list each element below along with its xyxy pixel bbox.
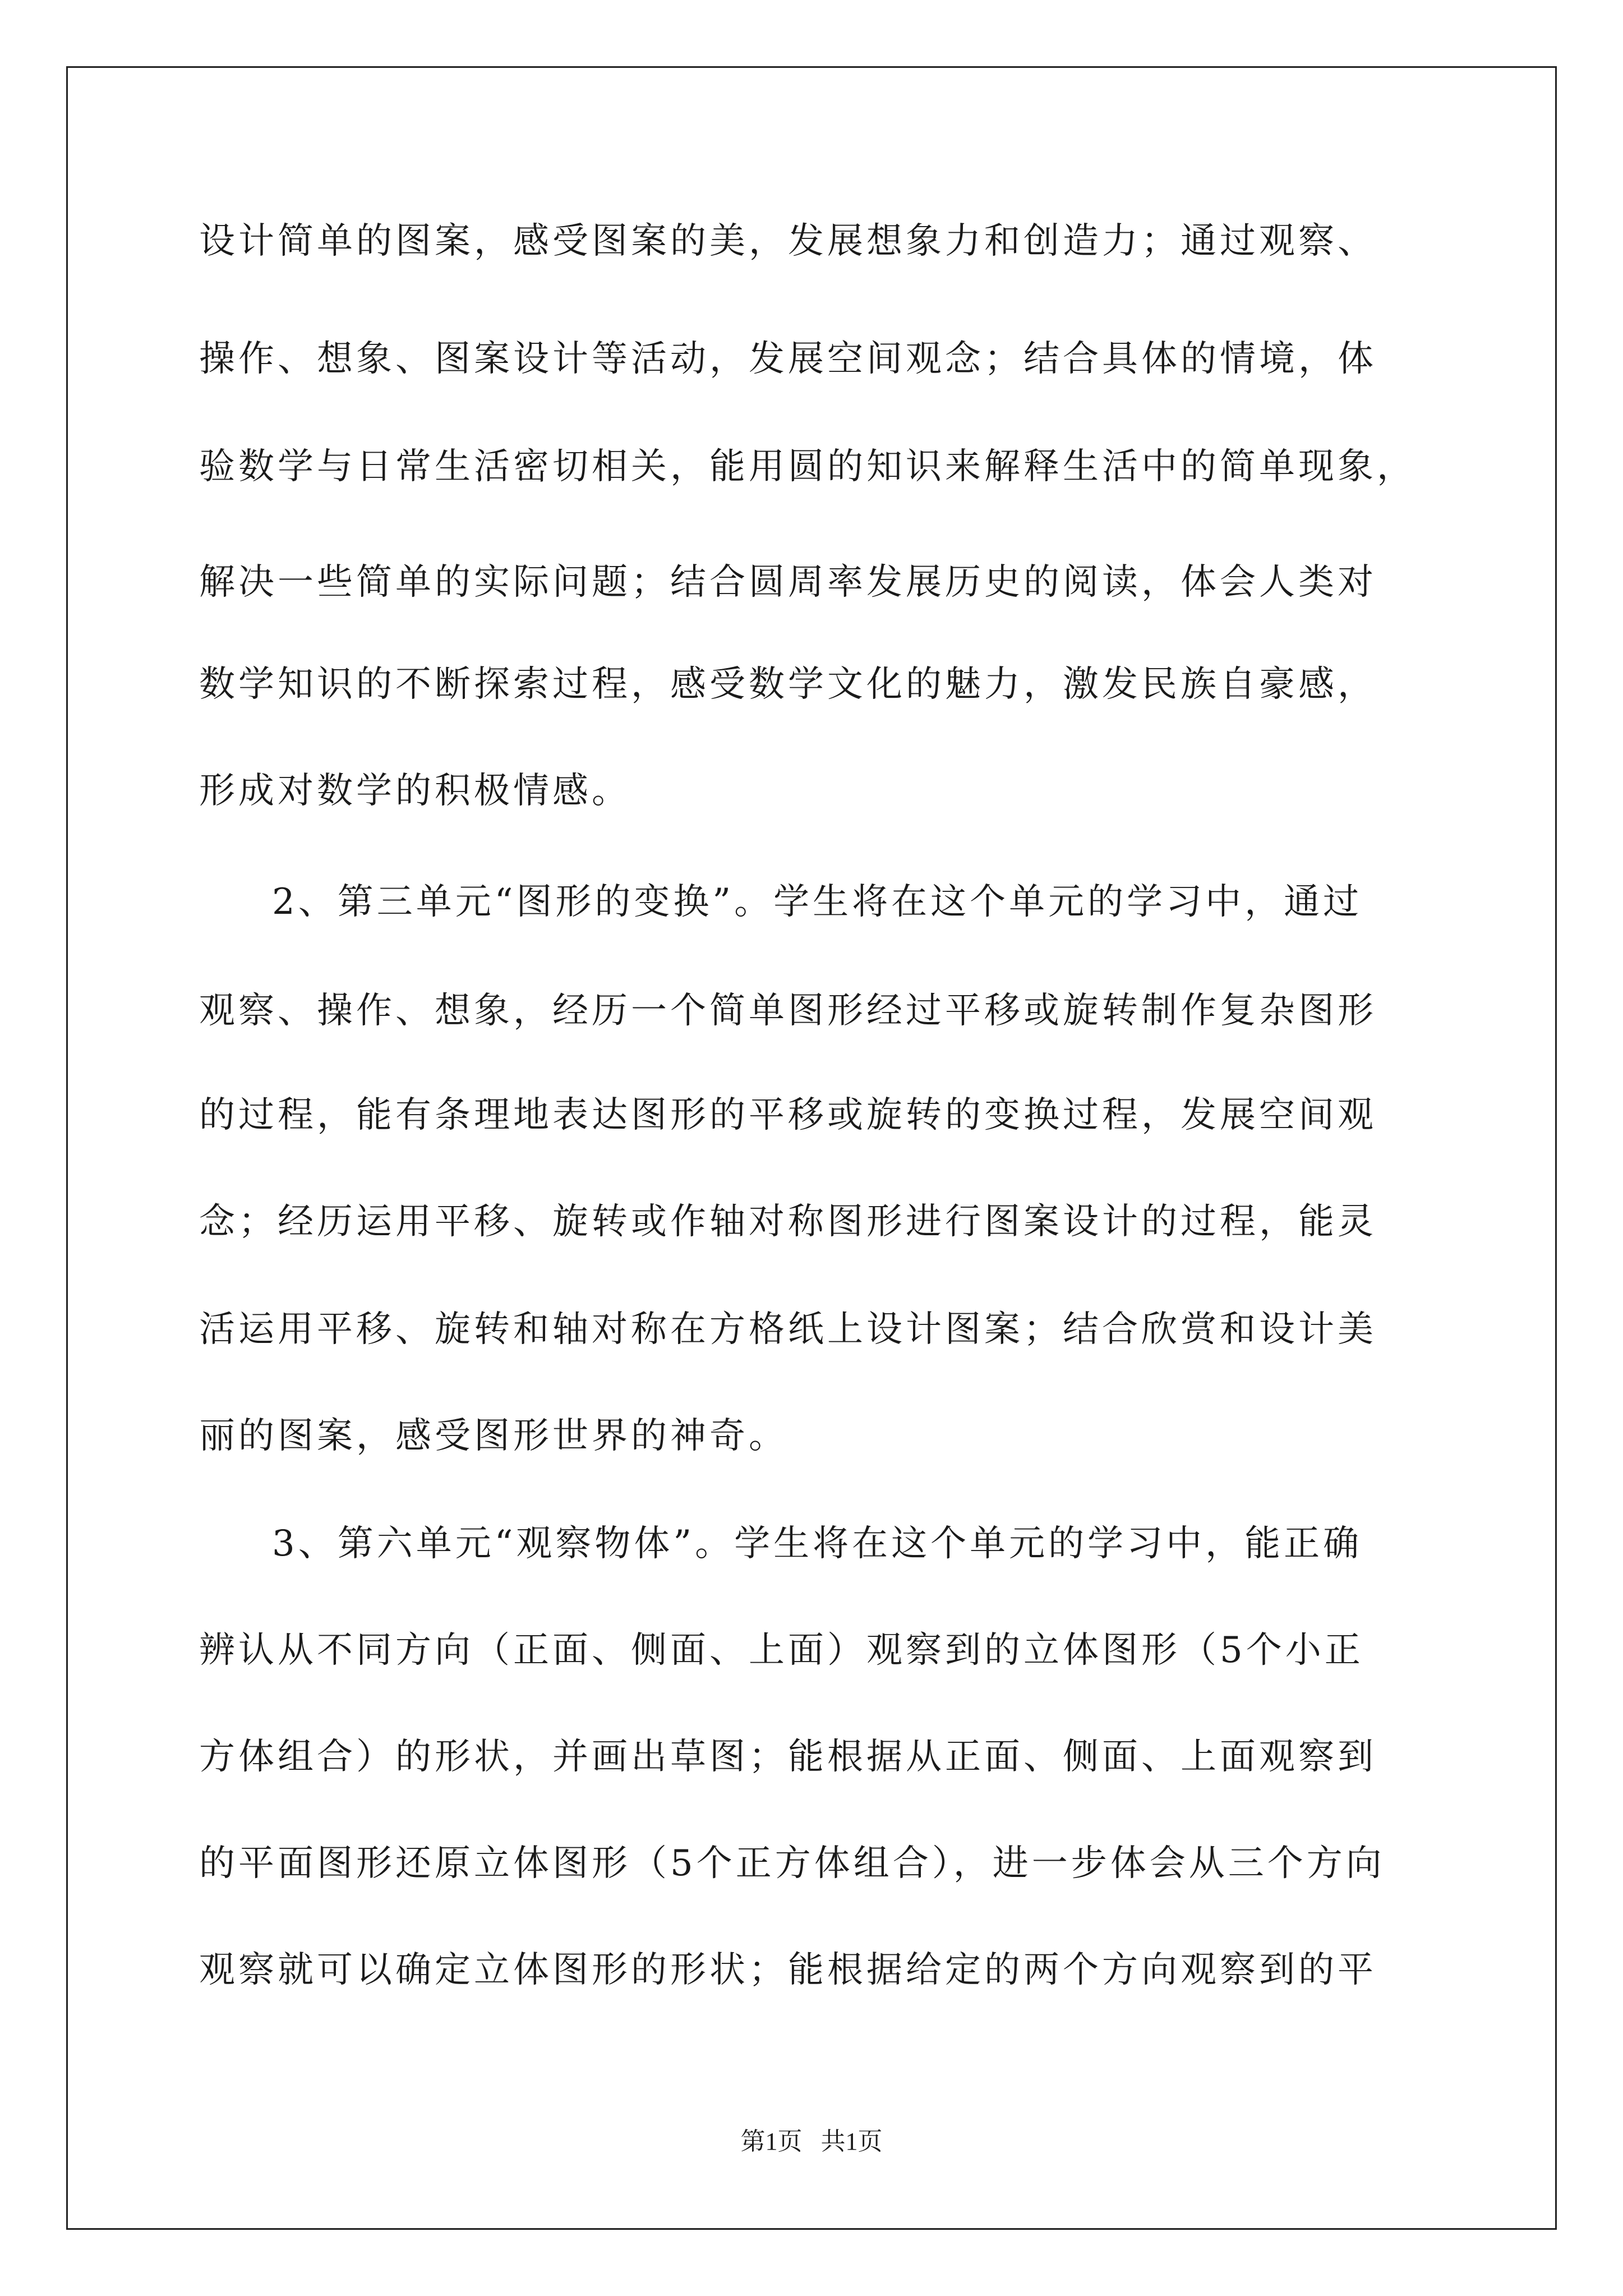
text-line: 数学知识的不断探索过程，感受数学文化的魅力，激发民族自豪感， — [199, 664, 1377, 705]
page-border — [66, 66, 1557, 2230]
text-line: 验数学与日常生活密切相关，能用圆的知识来解释生活中的简单现象， — [199, 446, 1416, 487]
text-line: 辨认从不同方向（正面、侧面、上面）观察到的立体图形（5个小正 — [199, 1630, 1364, 1671]
text-line: 观察就可以确定立体图形的形状；能根据给定的两个方向观察到的平 — [199, 1949, 1377, 1991]
page-footer — [0, 2125, 1623, 2159]
text-line: 解决一些简单的实际问题；结合圆周率发展历史的阅读，体会人类对 — [199, 562, 1377, 603]
text-line: 的平面图形还原立体图形（5个正方体组合），进一步体会从三个方向 — [199, 1843, 1385, 1884]
text-line: 3、第六单元“观察物体”。学生将在这个单元的学习中，能正确 — [272, 1523, 1363, 1565]
text-line: 形成对数学的积极情感。 — [199, 770, 631, 812]
text-line: 念；经历运用平移、旋转或作轴对称图形进行图案设计的过程，能灵 — [199, 1201, 1377, 1243]
text-line: 的过程，能有条理地表达图形的平移或旋转的变换过程，发展空间观 — [199, 1094, 1377, 1136]
text-line: 观察、操作、想象，经历一个简单图形经过平移或旋转制作复杂图形 — [199, 990, 1377, 1032]
text-line: 方体组合）的形状，并画出草图；能根据从正面、侧面、上面观察到 — [199, 1736, 1377, 1778]
text-line: 设计简单的图案，感受图案的美，发展想象力和创造力；通过观察、 — [199, 220, 1377, 262]
page-number: 第1页 共1页 — [740, 2128, 883, 2155]
text-line: 操作、想象、图案设计等活动，发展空间观念；结合具体的情境，体 — [199, 338, 1377, 380]
text-line: 活运用平移、旋转和轴对称在方格纸上设计图案；结合欣赏和设计美 — [199, 1309, 1377, 1350]
text-line: 丽的图案，感受图形世界的神奇。 — [199, 1415, 788, 1457]
text-line: 2、第三单元“图形的变换”。学生将在这个单元的学习中，通过 — [272, 881, 1363, 923]
